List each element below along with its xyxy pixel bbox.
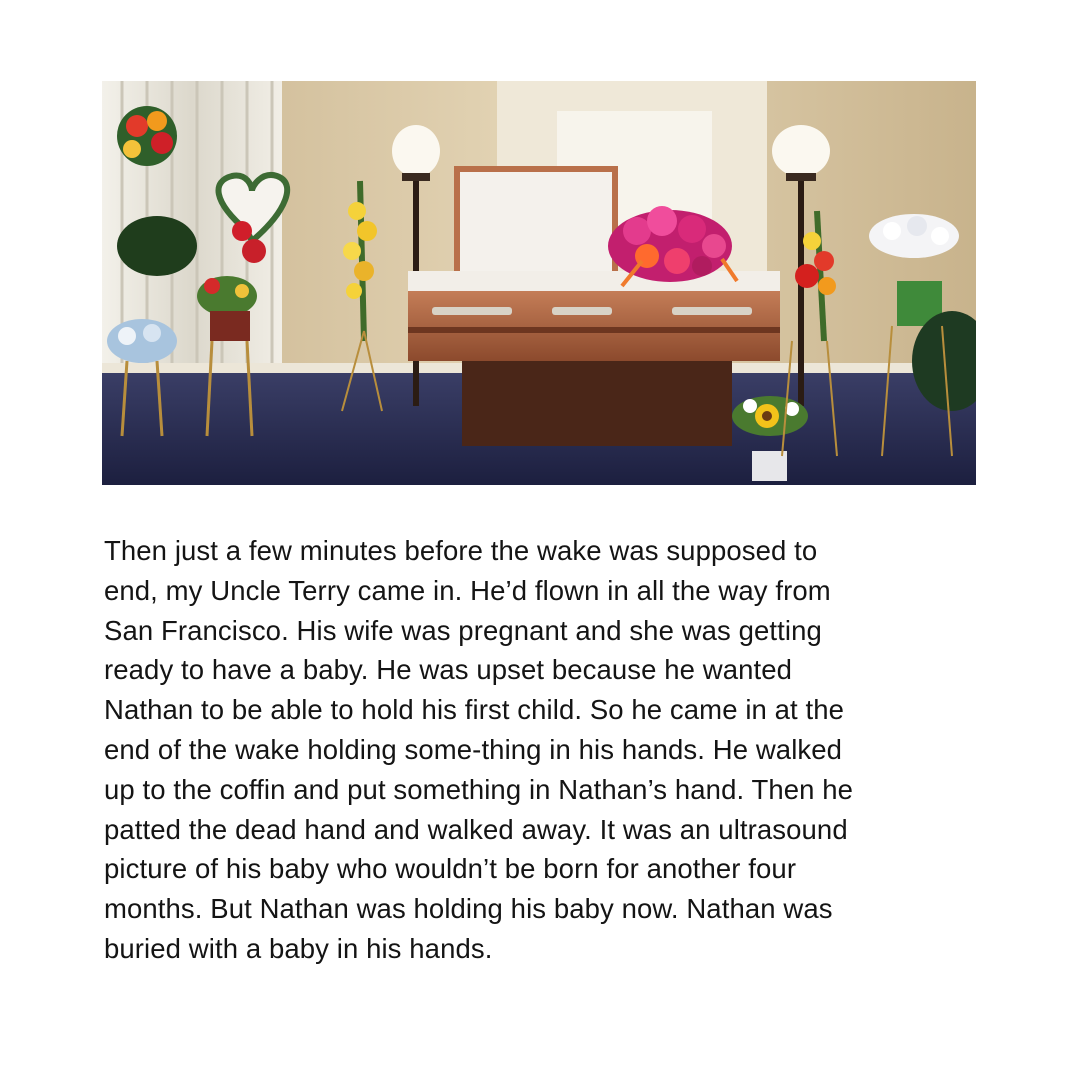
story-line: patted the dead hand and walked away. It was an ultrasound — [104, 813, 848, 845]
story-line: months. But Nathan was holding his baby now. Nathan was — [104, 893, 833, 925]
story-line: Then just a few minutes before the wake was supposed to — [104, 535, 818, 566]
story-line: picture of his baby who wouldn’t be born for another four — [104, 853, 797, 885]
story-line: San Francisco. His wife was pregnant and she was getting — [104, 614, 822, 646]
story-line: ready to have a baby. He was upset because he wanted — [104, 654, 793, 686]
story-line: buried with a baby in his hands. — [104, 932, 493, 964]
story-line: up to the coffin and put something in Nathan’s hand. Then he — [104, 773, 854, 805]
story-line: end of the wake holding some-thing in his hands. He walked — [104, 733, 843, 765]
casket-scene-illustration — [102, 81, 976, 485]
story-text — [104, 531, 984, 969]
story-line: end, my Uncle Terry came in. He’d flown in all the way from — [104, 574, 831, 606]
story-line: Nathan to be able to hold his first child. So he came in at the — [104, 694, 845, 726]
funeral-photo — [102, 81, 976, 485]
